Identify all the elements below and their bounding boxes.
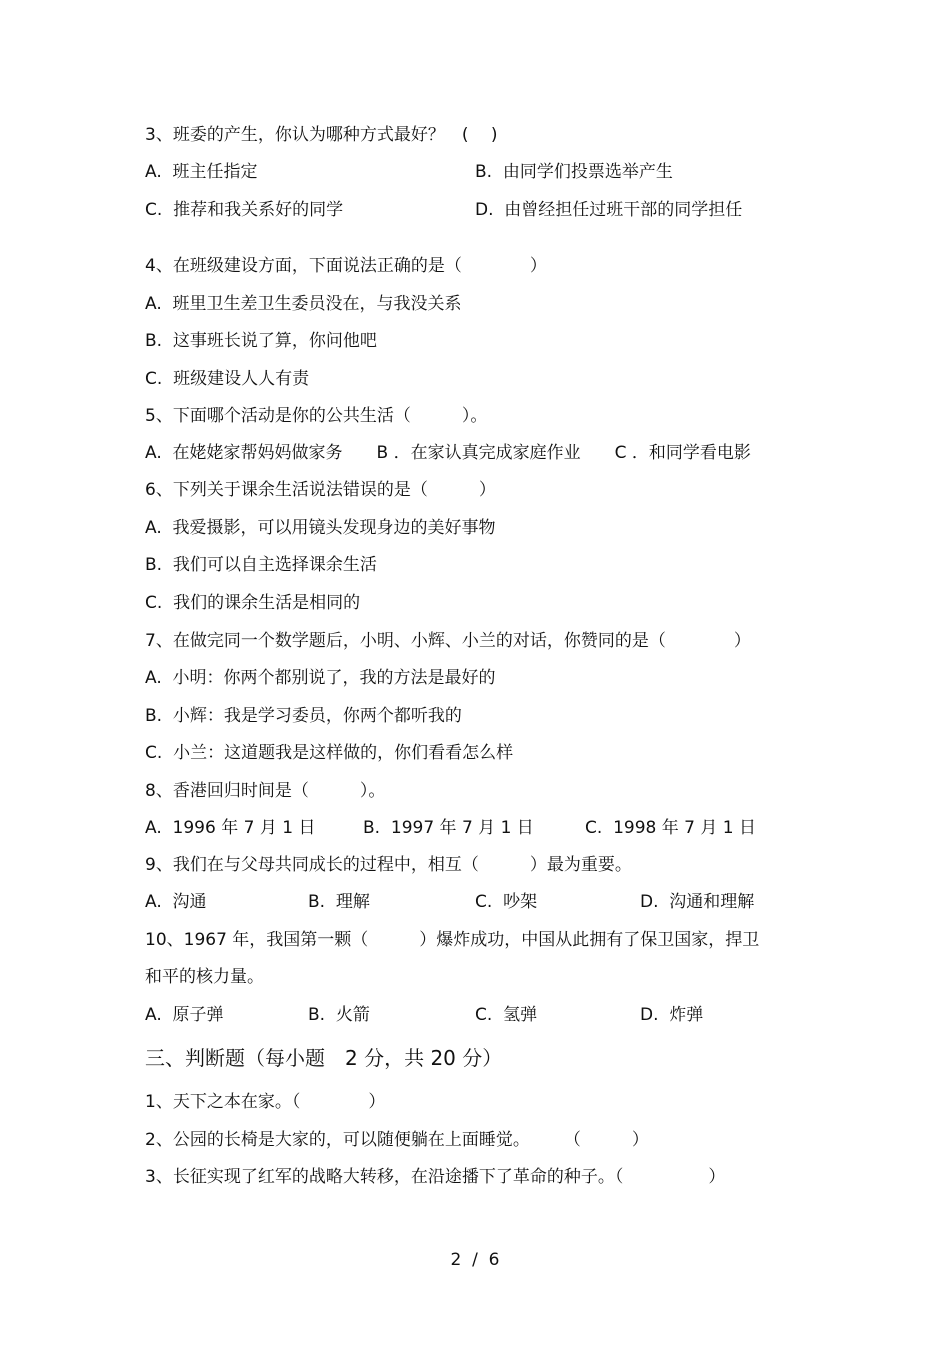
judge-item-1: 1、天下之本在家。（ ）	[145, 1092, 386, 1112]
q7-option-b: B. 小辉：我是学习委员，你两个都听我的	[145, 706, 462, 726]
q9-option-c: C. 吵架	[475, 892, 538, 912]
q8-stem: 8、香港回归时间是（ ）。	[145, 781, 386, 801]
q4-option-b: B. 这事班长说了算，你问他吧	[145, 331, 377, 351]
section-title-judgement: 三、判断题（每小题 2 分，共 20 分）	[145, 1046, 503, 1070]
q3-option-c: C. 推荐和我关系好的同学	[145, 200, 344, 220]
q6-stem: 6、下列关于课余生活说法错误的是（ ）	[145, 480, 496, 500]
q7-stem: 7、在做完同一个数学题后，小明、小辉、小兰的对话，你赞同的是（ ）	[145, 631, 751, 651]
q4-stem: 4、在班级建设方面，下面说法正确的是（ ）	[145, 256, 547, 276]
q7-option-c: C. 小兰：这道题我是这样做的，你们看看怎么样	[145, 743, 514, 763]
q9-option-b: B. 理解	[308, 892, 370, 912]
q4-option-a: A. 班里卫生差卫生委员没在，与我没关系	[145, 294, 462, 314]
q10-option-a: A. 原子弹	[145, 1005, 224, 1025]
q5-options: A. 在姥姥家帮妈妈做家务 B ．在家认真完成家庭作业 C ．和同学看电影	[145, 443, 751, 463]
q8-option-b: B. 1997 年 7 月 1 日	[363, 818, 534, 838]
judge-item-3: 3、长征实现了红军的战略大转移，在沿途播下了革命的种子。（ ）	[145, 1167, 726, 1187]
q3-option-a: A. 班主任指定	[145, 162, 258, 182]
q9-stem: 9、我们在与父母共同成长的过程中，相互（ ）最为重要。	[145, 855, 632, 875]
q7-option-a: A. 小明：你两个都别说了，我的方法是最好的	[145, 668, 496, 688]
q10-stem-line2: 和平的核力量。	[145, 967, 264, 987]
q8-option-c: C. 1998 年 7 月 1 日	[585, 818, 756, 838]
page-number: 2 / 6	[450, 1250, 500, 1270]
q10-option-d: D. 炸弹	[640, 1005, 704, 1025]
q6-option-c: C. 我们的课余生活是相同的	[145, 593, 361, 613]
q10-option-b: B. 火箭	[308, 1005, 370, 1025]
q10-option-c: C. 氢弹	[475, 1005, 538, 1025]
q9-option-a: A. 沟通	[145, 892, 207, 912]
q3-stem: 3、班委的产生，你认为哪种方式最好？ ( )	[145, 125, 498, 145]
q5-stem: 5、下面哪个活动是你的公共生活（ ）。	[145, 406, 488, 426]
q6-option-b: B. 我们可以自主选择课余生活	[145, 555, 377, 575]
q6-option-a: A. 我爱摄影，可以用镜头发现身边的美好事物	[145, 518, 496, 538]
q3-option-d: D. 由曾经担任过班干部的同学担任	[475, 200, 743, 220]
q4-option-c: C. 班级建设人人有责	[145, 369, 310, 389]
q3-option-b: B. 由同学们投票选举产生	[475, 162, 673, 182]
q10-stem-line1: 10、1967 年，我国第一颗（ ）爆炸成功，中国从此拥有了保卫国家，捍卫	[145, 930, 760, 950]
q8-option-a: A. 1996 年 7 月 1 日	[145, 818, 316, 838]
q9-option-d: D. 沟通和理解	[640, 892, 755, 912]
judge-item-2: 2、公园的长椅是大家的，可以随便躺在上面睡觉。 （ ）	[145, 1130, 649, 1150]
